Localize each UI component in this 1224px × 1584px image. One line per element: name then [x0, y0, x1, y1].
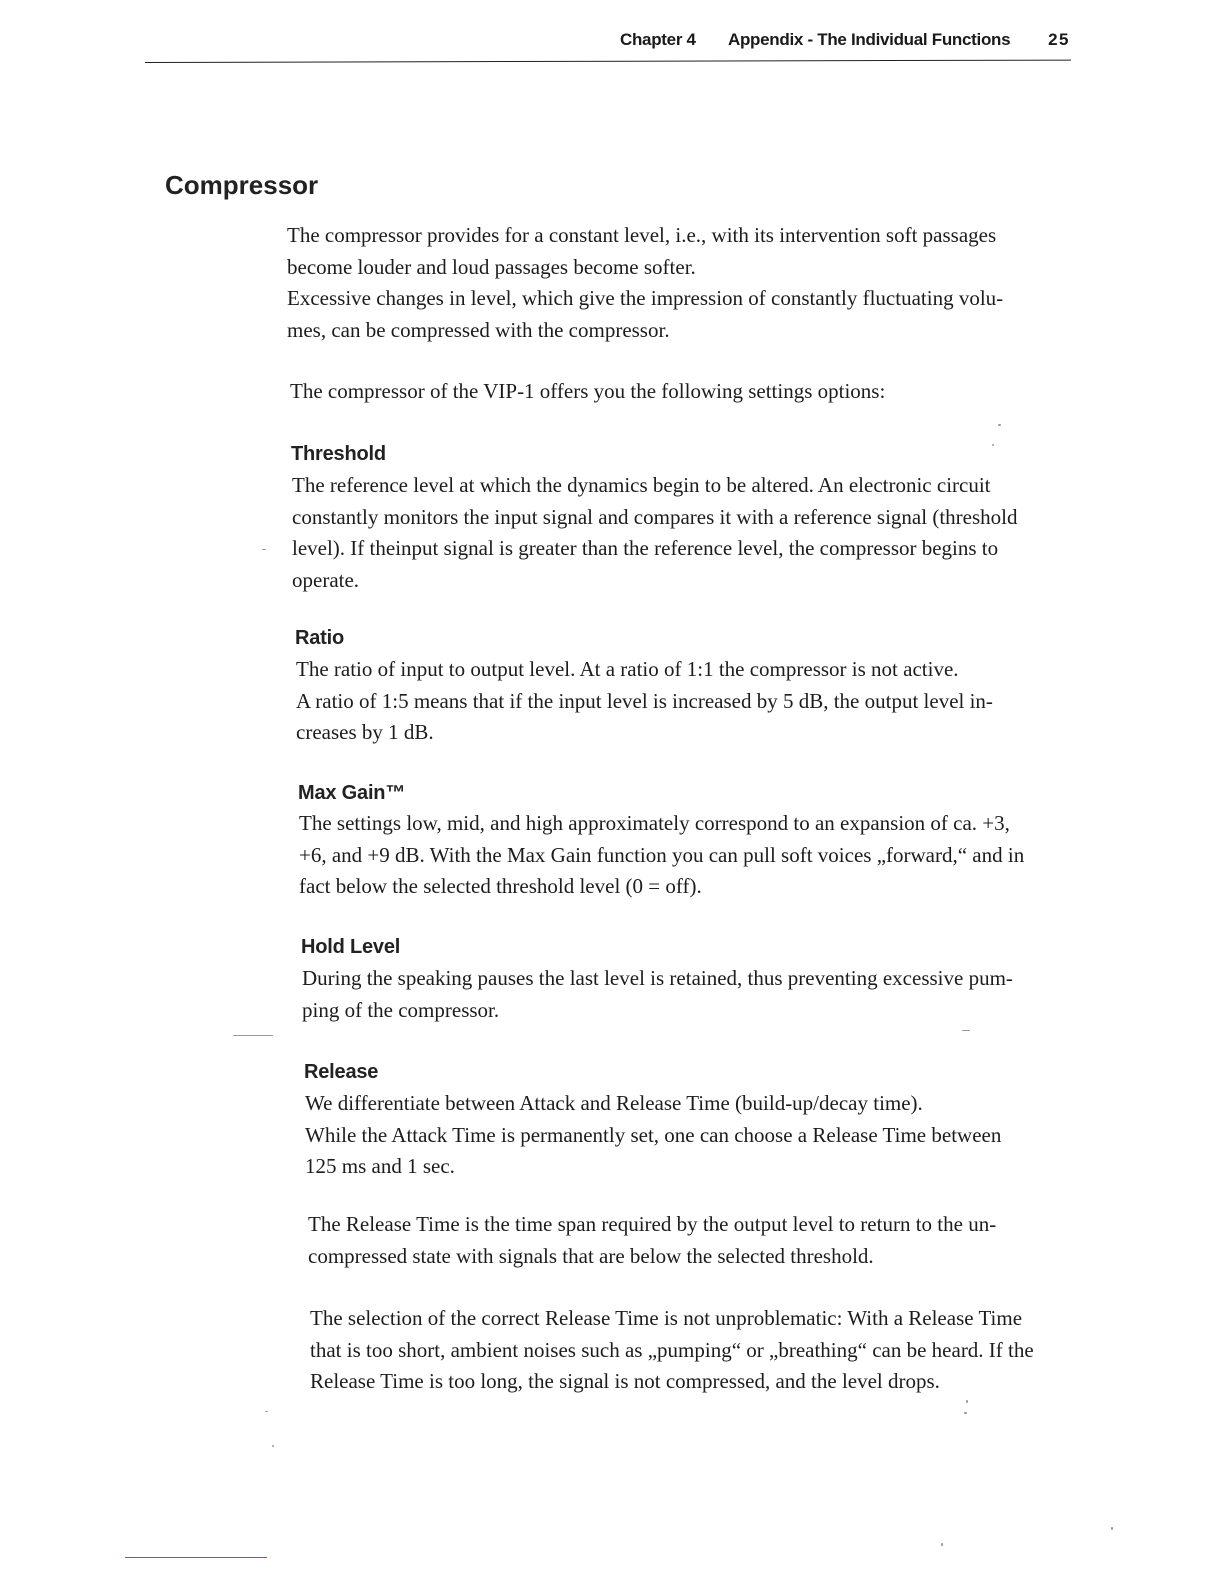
- release-selection-line: Release Time is too long, the signal is not compressed, and the level drops.: [310, 1369, 940, 1393]
- hold-level-line: ping of the compressor.: [302, 997, 500, 1022]
- bottom-rule: [125, 1557, 267, 1558]
- release-time-paragraph: [308, 1209, 996, 1272]
- intro-line: become louder and loud passages become softer.: [287, 254, 696, 279]
- release-selection-line: that is too short, ambient noises such as „pumping“ or „breathing“ can be heard. If the: [310, 1337, 1034, 1362]
- max-gain-line: fact below the selected threshold level (0 = off).: [299, 874, 702, 898]
- header-section-title: Appendix - The Individual Functions: [728, 30, 1011, 49]
- max-gain-line: +6, and +9 dB. With the Max Gain function you can pull soft voices „forward,“ and in: [299, 842, 1025, 867]
- options-intro: [290, 376, 885, 408]
- release-line: We differentiate between Attack and Release Time (build-up/decay time).: [305, 1091, 923, 1115]
- hold-level-line: During the speaking pauses the last level is retained, thus preventing excessive pum-: [302, 966, 1013, 990]
- intro-line: The compressor provides for a constant level, i.e., with its intervention soft passages: [287, 223, 997, 247]
- max-gain-line: The settings low, mid, and high approximately correspond to an expansion of ca. +3,: [299, 811, 1010, 835]
- threshold-line: The reference level at which the dynamics begin to be altered. An electronic circuit: [292, 473, 991, 497]
- ratio-line: A ratio of 1:5 means that if the input level is increased by 5 dB, the output level in-: [296, 688, 993, 713]
- release-selection-paragraph: [310, 1303, 1034, 1398]
- running-header: [620, 30, 1070, 56]
- threshold-line: operate.: [292, 567, 360, 592]
- max-gain-paragraph: [299, 808, 1024, 903]
- ratio-heading: Ratio: [295, 627, 345, 649]
- page-number: 25: [1048, 30, 1070, 49]
- release-heading: Release: [304, 1061, 379, 1083]
- release-line: While the Attack Time is permanently set, one can choose a Release Time between: [305, 1122, 1002, 1147]
- threshold-paragraph: [292, 470, 1017, 596]
- threshold-line: constantly monitors the input signal and compares it with a reference signal (threshold: [292, 504, 1018, 529]
- hold-level-paragraph: [302, 963, 1013, 1026]
- ratio-paragraph: [296, 654, 993, 749]
- intro-line: mes, can be compressed with the compressor.: [287, 317, 670, 342]
- release-paragraph: [305, 1088, 1001, 1183]
- release-time-line: The Release Time is the time span required by the output level to return to the un-: [308, 1212, 997, 1236]
- threshold-heading: Threshold: [291, 443, 386, 465]
- page-title: Compressor: [165, 170, 319, 200]
- release-time-line: compressed state with signals that are below the selected threshold.: [308, 1243, 874, 1268]
- intro-line: Excessive changes in level, which give the impression of constantly fluctuating volu-: [287, 286, 1004, 310]
- ratio-line: The ratio of input to output level. At a ratio of 1:1 the compressor is not active.: [296, 657, 959, 681]
- release-selection-line: The selection of the correct Release Time is not unproblematic: With a Release Time: [310, 1306, 1023, 1330]
- threshold-line: level). If theinput signal is greater than the reference level, the compressor begins to: [292, 536, 999, 560]
- header-chapter: Chapter 4: [620, 30, 696, 49]
- intro-paragraph: [287, 220, 1003, 346]
- options-intro-line: The compressor of the VIP-1 offers you the following settings options:: [290, 379, 886, 403]
- header-rule: [145, 60, 1071, 63]
- ratio-line: creases by 1 dB.: [296, 720, 434, 744]
- hold-level-heading: Hold Level: [301, 936, 401, 958]
- release-line: 125 ms and 1 sec.: [305, 1154, 455, 1178]
- max-gain-heading: Max Gain™: [298, 782, 406, 804]
